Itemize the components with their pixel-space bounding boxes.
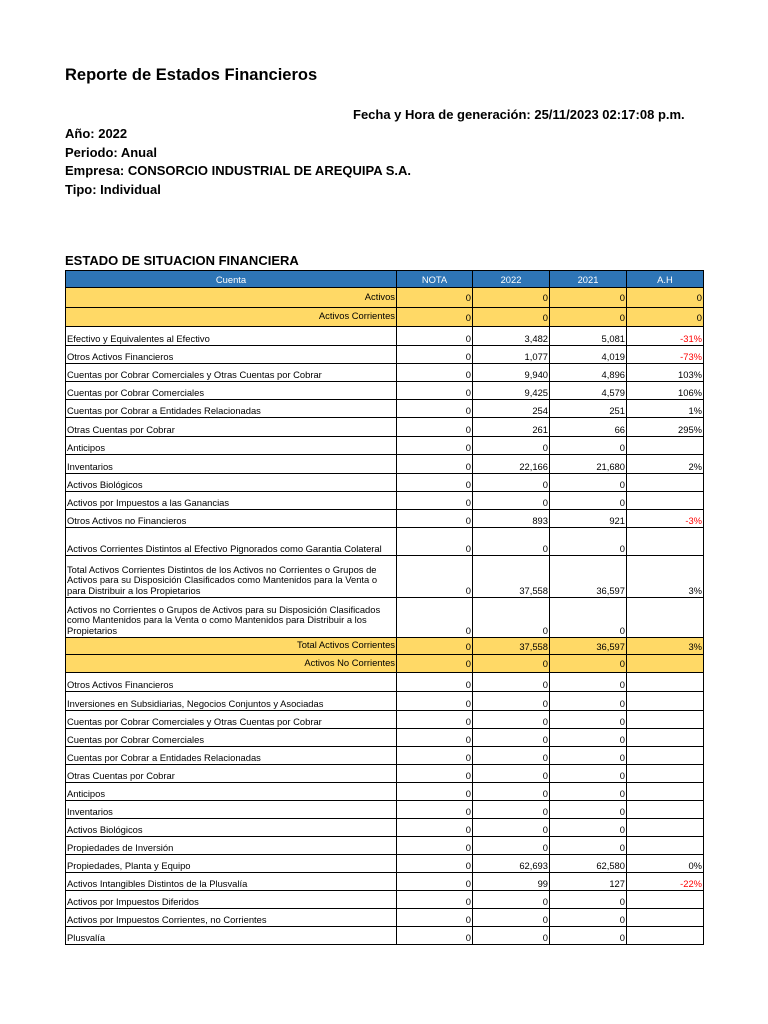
cell-ah: 0	[627, 288, 704, 308]
cell-cuenta: Cuentas por Cobrar Comerciales	[66, 382, 397, 400]
cell-2022: 22,166	[473, 455, 550, 474]
cell-cuenta: Activos Intangibles Distintos de la Plusvalía	[66, 873, 397, 891]
cell-2022: 0	[473, 801, 550, 819]
cell-2022: 9,940	[473, 364, 550, 382]
cell-cuenta: Propiedades, Planta y Equipo	[66, 855, 397, 873]
cell-cuenta: Activos no Corrientes o Grupos de Activos para su Disposición Clasificados como Mantenidos para la Venta o como Mantenidos para Distribuir a los Propietarios	[66, 598, 397, 638]
cell-cuenta: Activos por Impuestos Diferidos	[66, 891, 397, 909]
cell-2021: 62,580	[550, 855, 627, 873]
cell-nota: 0	[397, 673, 473, 692]
cell-nota: 0	[397, 437, 473, 455]
cell-nota: 0	[397, 891, 473, 909]
cell-2021: 0	[550, 801, 627, 819]
cell-2021: 0	[550, 673, 627, 692]
table-row	[66, 528, 704, 556]
cell-2022: 0	[473, 837, 550, 855]
cell-cuenta: Cuentas por Cobrar a Entidades Relacionadas	[66, 747, 397, 765]
cell-cuenta: Propiedades de Inversión	[66, 837, 397, 855]
table-row	[66, 474, 704, 492]
cell-2022: 62,693	[473, 855, 550, 873]
header-cuenta: Cuenta	[66, 271, 397, 288]
table-row	[66, 801, 704, 819]
table-row	[66, 510, 704, 528]
cell-cuenta: Cuentas por Cobrar a Entidades Relacionadas	[66, 400, 397, 418]
cell-2021: 0	[550, 528, 627, 556]
table-row	[66, 837, 704, 855]
table-row	[66, 492, 704, 510]
table-row	[66, 747, 704, 765]
cell-cuenta: Activos Corrientes Distintos al Efectivo Pignorados como Garantia Colateral	[66, 528, 397, 556]
cell-2022: 0	[473, 692, 550, 711]
cell-nota: 0	[397, 418, 473, 437]
cell-2021: 0	[550, 837, 627, 855]
cell-2021: 0	[550, 474, 627, 492]
cell-nota: 0	[397, 382, 473, 400]
cell-2022: 37,558	[473, 638, 550, 655]
cell-2021: 0	[550, 765, 627, 783]
cell-cuenta: Activos Biológicos	[66, 819, 397, 837]
cell-ah	[627, 673, 704, 692]
table-row	[66, 638, 704, 655]
cell-ah	[627, 801, 704, 819]
cell-2021: 921	[550, 510, 627, 528]
report-year: Año: 2022	[65, 126, 128, 141]
cell-2021: 251	[550, 400, 627, 418]
cell-2021: 0	[550, 819, 627, 837]
cell-nota: 0	[397, 308, 473, 327]
cell-ah: -73%	[627, 346, 704, 364]
table-row	[66, 556, 704, 598]
cell-nota: 0	[397, 837, 473, 855]
cell-cuenta: Cuentas por Cobrar Comerciales y Otras Cuentas por Cobrar	[66, 364, 397, 382]
table-row	[66, 765, 704, 783]
cell-ah	[627, 492, 704, 510]
cell-2022: 1,077	[473, 346, 550, 364]
cell-nota: 0	[397, 873, 473, 891]
cell-2021: 0	[550, 692, 627, 711]
cell-cuenta: Inventarios	[66, 801, 397, 819]
cell-ah	[627, 765, 704, 783]
section-title: ESTADO DE SITUACION FINANCIERA	[65, 253, 299, 268]
report-title: Reporte de Estados Financieros	[65, 66, 318, 84]
cell-ah	[627, 819, 704, 837]
cell-cuenta: Activos Biológicos	[66, 474, 397, 492]
table-row	[66, 729, 704, 747]
table-row	[66, 927, 704, 945]
cell-2021: 4,019	[550, 346, 627, 364]
cell-ah	[627, 598, 704, 638]
cell-2021: 0	[550, 729, 627, 747]
cell-ah	[627, 783, 704, 801]
cell-2022: 0	[473, 598, 550, 638]
table-row	[66, 819, 704, 837]
table-row	[66, 327, 704, 346]
table-row	[66, 891, 704, 909]
cell-2022: 0	[473, 437, 550, 455]
cell-2021: 21,680	[550, 455, 627, 474]
cell-2022: 0	[473, 783, 550, 801]
cell-2021: 5,081	[550, 327, 627, 346]
cell-2022: 3,482	[473, 327, 550, 346]
cell-cuenta: Inventarios	[66, 455, 397, 474]
header-2022: 2022	[473, 271, 550, 288]
cell-nota: 0	[397, 783, 473, 801]
cell-2022: 0	[473, 492, 550, 510]
cell-ah	[627, 909, 704, 927]
cell-nota: 0	[397, 556, 473, 598]
cell-2022: 0	[473, 474, 550, 492]
cell-ah	[627, 711, 704, 729]
cell-ah: 0	[627, 308, 704, 327]
cell-2022: 254	[473, 400, 550, 418]
table-row	[66, 673, 704, 692]
cell-ah: 3%	[627, 638, 704, 655]
table-row	[66, 346, 704, 364]
header-nota: NOTA	[397, 271, 473, 288]
table-row	[66, 655, 704, 673]
cell-ah: -22%	[627, 873, 704, 891]
table-row	[66, 855, 704, 873]
cell-cuenta: Otros Activos no Financieros	[66, 510, 397, 528]
cell-2022: 0	[473, 729, 550, 747]
cell-2022: 261	[473, 418, 550, 437]
cell-nota: 0	[397, 855, 473, 873]
cell-2021: 0	[550, 598, 627, 638]
cell-2021: 0	[550, 655, 627, 673]
cell-2022: 37,558	[473, 556, 550, 598]
cell-nota: 0	[397, 765, 473, 783]
cell-nota: 0	[397, 346, 473, 364]
cell-2022: 0	[473, 711, 550, 729]
cell-nota: 0	[397, 455, 473, 474]
cell-ah: -31%	[627, 327, 704, 346]
cell-2021: 4,896	[550, 364, 627, 382]
cell-ah: -3%	[627, 510, 704, 528]
cell-2022: 0	[473, 673, 550, 692]
cell-ah	[627, 437, 704, 455]
cell-ah	[627, 528, 704, 556]
cell-nota: 0	[397, 927, 473, 945]
cell-2022: 99	[473, 873, 550, 891]
cell-nota: 0	[397, 492, 473, 510]
cell-nota: 0	[397, 598, 473, 638]
table-row	[66, 909, 704, 927]
cell-cuenta: Cuentas por Cobrar Comerciales y Otras Cuentas por Cobrar	[66, 711, 397, 729]
cell-nota: 0	[397, 729, 473, 747]
cell-cuenta: Anticipos	[66, 783, 397, 801]
cell-nota: 0	[397, 692, 473, 711]
cell-2022: 0	[473, 655, 550, 673]
table-body	[66, 288, 704, 945]
cell-2021: 0	[550, 891, 627, 909]
header-2021: 2021	[550, 271, 627, 288]
cell-ah: 103%	[627, 364, 704, 382]
cell-2021: 0	[550, 288, 627, 308]
report-type: Tipo: Individual	[65, 181, 161, 197]
cell-2022: 0	[473, 927, 550, 945]
cell-nota: 0	[397, 801, 473, 819]
cell-cuenta: Otros Activos Financieros	[66, 673, 397, 692]
cell-ah: 0%	[627, 855, 704, 873]
cell-cuenta: Otros Activos Financieros	[66, 346, 397, 364]
cell-nota: 0	[397, 655, 473, 673]
generation-datetime: Fecha y Hora de generación: 25/11/2023 02:17:08 p.m.	[353, 107, 685, 122]
cell-nota: 0	[397, 909, 473, 927]
cell-2021: 66	[550, 418, 627, 437]
cell-cuenta: Efectivo y Equivalentes al Efectivo	[66, 327, 397, 346]
table-row	[66, 382, 704, 400]
cell-cuenta: Activos Corrientes	[66, 308, 397, 327]
cell-cuenta: Anticipos	[66, 437, 397, 455]
cell-cuenta: Total Activos Corrientes	[66, 638, 397, 655]
cell-ah	[627, 747, 704, 765]
cell-cuenta: Otras Cuentas por Cobrar	[66, 418, 397, 437]
cell-2021: 0	[550, 308, 627, 327]
cell-2021: 0	[550, 747, 627, 765]
table-row	[66, 437, 704, 455]
cell-2021: 0	[550, 711, 627, 729]
cell-ah	[627, 655, 704, 673]
table-row	[66, 692, 704, 711]
cell-ah	[627, 837, 704, 855]
cell-2022: 0	[473, 765, 550, 783]
cell-nota: 0	[397, 528, 473, 556]
cell-cuenta: Total Activos Corrientes Distintos de los Activos no Corrientes o Grupos de Activos para su Disposición Clasificados como Mantenidos para la Venta o para Distribuir a los Propietarios	[66, 556, 397, 598]
cell-ah	[627, 474, 704, 492]
cell-2021: 4,579	[550, 382, 627, 400]
table-row	[66, 873, 704, 891]
table-row	[66, 711, 704, 729]
table-row	[66, 364, 704, 382]
cell-ah: 1%	[627, 400, 704, 418]
cell-nota: 0	[397, 711, 473, 729]
cell-cuenta: Activos por Impuestos Corrientes, no Corrientes	[66, 909, 397, 927]
cell-2021: 0	[550, 492, 627, 510]
table-row	[66, 783, 704, 801]
cell-2022: 0	[473, 528, 550, 556]
cell-2022: 0	[473, 308, 550, 327]
cell-2021: 127	[550, 873, 627, 891]
cell-cuenta: Otras Cuentas por Cobrar	[66, 765, 397, 783]
cell-nota: 0	[397, 510, 473, 528]
cell-ah: 295%	[627, 418, 704, 437]
report-meta	[65, 125, 411, 199]
cell-2022: 9,425	[473, 382, 550, 400]
cell-nota: 0	[397, 638, 473, 655]
cell-nota: 0	[397, 819, 473, 837]
cell-nota: 0	[397, 327, 473, 346]
table-row	[66, 455, 704, 474]
cell-ah: 3%	[627, 556, 704, 598]
cell-2021: 0	[550, 437, 627, 455]
cell-ah	[627, 927, 704, 945]
cell-ah: 2%	[627, 455, 704, 474]
cell-2022: 0	[473, 909, 550, 927]
cell-2022: 0	[473, 747, 550, 765]
cell-2022: 0	[473, 819, 550, 837]
cell-2021: 0	[550, 927, 627, 945]
cell-ah	[627, 729, 704, 747]
cell-2022: 0	[473, 288, 550, 308]
report-company: Empresa: CONSORCIO INDUSTRIAL DE AREQUIPA S.A.	[65, 163, 411, 178]
table-row	[66, 400, 704, 418]
header-ah: A.H	[627, 271, 704, 288]
cell-cuenta: Activos por Impuestos a las Ganancias	[66, 492, 397, 510]
cell-ah: 106%	[627, 382, 704, 400]
cell-nota: 0	[397, 288, 473, 308]
cell-cuenta: Activos No Corrientes	[66, 655, 397, 673]
cell-2021: 0	[550, 783, 627, 801]
cell-2021: 0	[550, 909, 627, 927]
cell-nota: 0	[397, 364, 473, 382]
table-row	[66, 598, 704, 638]
cell-cuenta: Cuentas por Cobrar Comerciales	[66, 729, 397, 747]
table-header-row	[66, 271, 704, 288]
cell-nota: 0	[397, 400, 473, 418]
cell-cuenta: Plusvalía	[66, 927, 397, 945]
cell-ah	[627, 692, 704, 711]
cell-ah	[627, 891, 704, 909]
cell-2022: 0	[473, 891, 550, 909]
cell-cuenta: Inversiones en Subsidiarias, Negocios Conjuntos y Asociadas	[66, 692, 397, 711]
cell-2021: 36,597	[550, 556, 627, 598]
cell-nota: 0	[397, 474, 473, 492]
cell-2022: 893	[473, 510, 550, 528]
financial-table	[65, 270, 704, 945]
table-row	[66, 418, 704, 437]
cell-2021: 36,597	[550, 638, 627, 655]
table-row	[66, 308, 704, 327]
cell-nota: 0	[397, 747, 473, 765]
cell-cuenta: Activos	[66, 288, 397, 308]
report-period: Periodo: Anual	[65, 144, 157, 160]
table-row	[66, 288, 704, 308]
